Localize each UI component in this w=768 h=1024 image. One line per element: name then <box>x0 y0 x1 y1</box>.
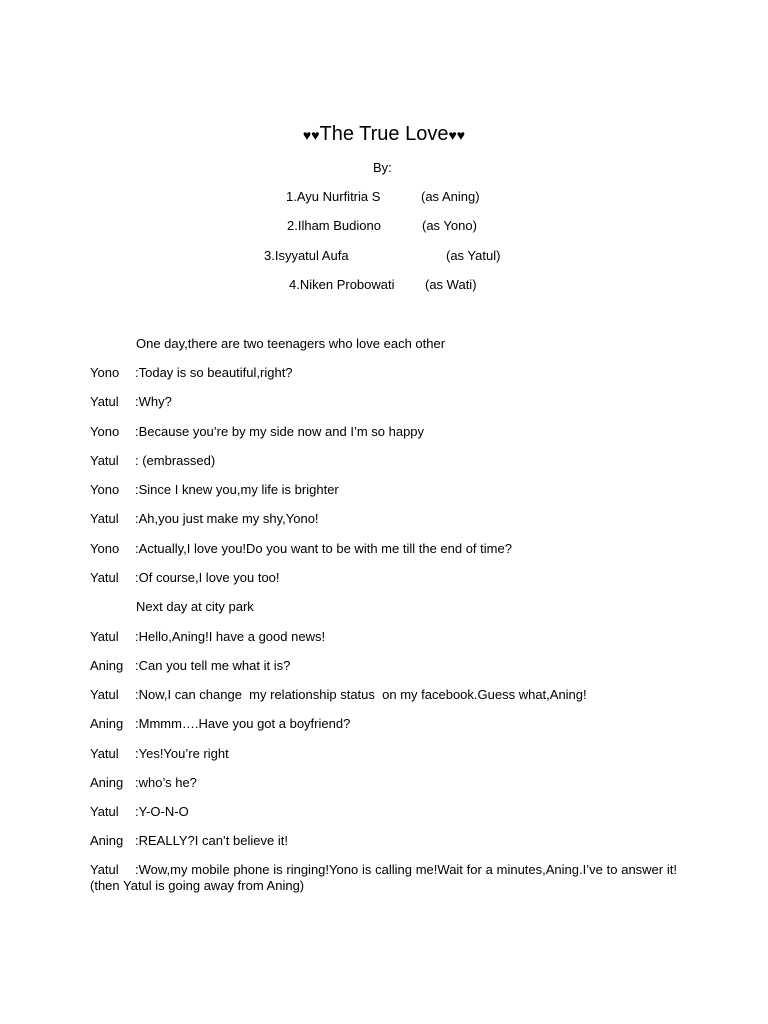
dialogue-line <box>90 394 677 410</box>
dialogue-text: :Now,I can change my relationship status on my facebook.Guess what,Aning! <box>135 687 587 702</box>
speaker-name: Yatul <box>90 746 119 761</box>
dialogue-line <box>90 482 677 498</box>
speaker-name: Aning <box>90 775 124 790</box>
dialogue-line <box>90 775 677 791</box>
cast-name-4: 4.Niken Probowati <box>289 277 395 292</box>
cast-role-3: (as Yatul) <box>446 248 501 263</box>
cast-name-1: 1.Ayu Nurfitria S <box>286 189 381 204</box>
cast-role-2: (as Yono) <box>422 218 477 233</box>
dialogue-text: :Hello,Aning!I have a good news! <box>135 629 326 644</box>
dialogue-text: :Actually,I love you!Do you want to be with me till the end of time? <box>135 541 512 556</box>
dialogue-line <box>90 804 677 820</box>
dialogue-line <box>90 365 677 381</box>
speaker-name: Yatul <box>90 453 119 468</box>
dialogue-text: :Y-O-N-O <box>135 804 189 819</box>
dialogue-line <box>90 629 677 645</box>
cast-role-1: (as Aning) <box>421 189 480 204</box>
dialogue-text: :Of course,I love you too! <box>135 570 280 585</box>
cast-role-4: (as Wati) <box>425 277 477 292</box>
dialogue-line <box>90 570 677 586</box>
dialogue-text: :Ah,you just make my shy,Yono! <box>135 511 319 526</box>
dialogue-line <box>90 687 677 703</box>
dialogue-text: :Mmmm….Have you got a boyfriend? <box>135 716 351 731</box>
narration-line: Next day at city park <box>136 599 254 614</box>
dialogue-text: :Wow,my mobile phone is ringing!Yono is calling me!Wait for a minutes,Aning.I’ve to answer it!(then Yatul is going away from Aning) <box>90 862 677 893</box>
dialogue-text: :Yes!You’re right <box>135 746 229 761</box>
speaker-name: Yatul <box>90 862 119 877</box>
speaker-name: Yono <box>90 482 120 497</box>
document-title <box>0 121 768 148</box>
dialogue-line <box>90 658 677 674</box>
speaker-name: Yatul <box>90 570 119 585</box>
dialogue-line <box>90 541 677 557</box>
dialogue-text: :who’s he? <box>135 775 197 790</box>
heart-icons-right: ♥♥ <box>448 127 466 143</box>
dialogue-text: :Today is so beautiful,right? <box>135 365 293 380</box>
dialogue-line <box>90 862 677 894</box>
dialogue-text: :Because you’re by my side now and I’m so happy <box>135 424 425 439</box>
speaker-name: Aning <box>90 833 124 848</box>
speaker-name: Yatul <box>90 687 119 702</box>
dialogue-text: :Can you tell me what it is? <box>135 658 291 673</box>
speaker-name: Yatul <box>90 804 119 819</box>
speaker-name: Aning <box>90 658 124 673</box>
speaker-name: Yatul <box>90 511 119 526</box>
dialogue-text: :REALLY?I can’t believe it! <box>135 833 288 848</box>
narration-line: One day,there are two teenagers who love each other <box>136 336 446 351</box>
speaker-name: Yono <box>90 424 120 439</box>
dialogue-line <box>90 511 677 527</box>
dialogue-line <box>90 746 677 762</box>
by-label: By: <box>373 160 392 175</box>
dialogue-text: :Since I knew you,my life is brighter <box>135 482 339 497</box>
dialogue-line <box>90 424 677 440</box>
dialogue-text: :Why? <box>135 394 172 409</box>
dialogue-text: : (embrassed) <box>135 453 216 468</box>
speaker-name: Yono <box>90 365 120 380</box>
speaker-name: Yatul <box>90 394 119 409</box>
cast-name-3: 3.Isyyatul Aufa <box>264 248 349 263</box>
title-text: The True Love <box>319 123 449 145</box>
speaker-name: Yono <box>90 541 120 556</box>
speaker-name: Aning <box>90 716 124 731</box>
dialogue-line <box>90 833 677 849</box>
cast-name-2: 2.Ilham Budiono <box>287 218 381 233</box>
dialogue-line <box>90 453 677 469</box>
dialogue-line <box>90 716 677 732</box>
heart-icons-left: ♥♥ <box>302 127 320 143</box>
speaker-name: Yatul <box>90 629 119 644</box>
